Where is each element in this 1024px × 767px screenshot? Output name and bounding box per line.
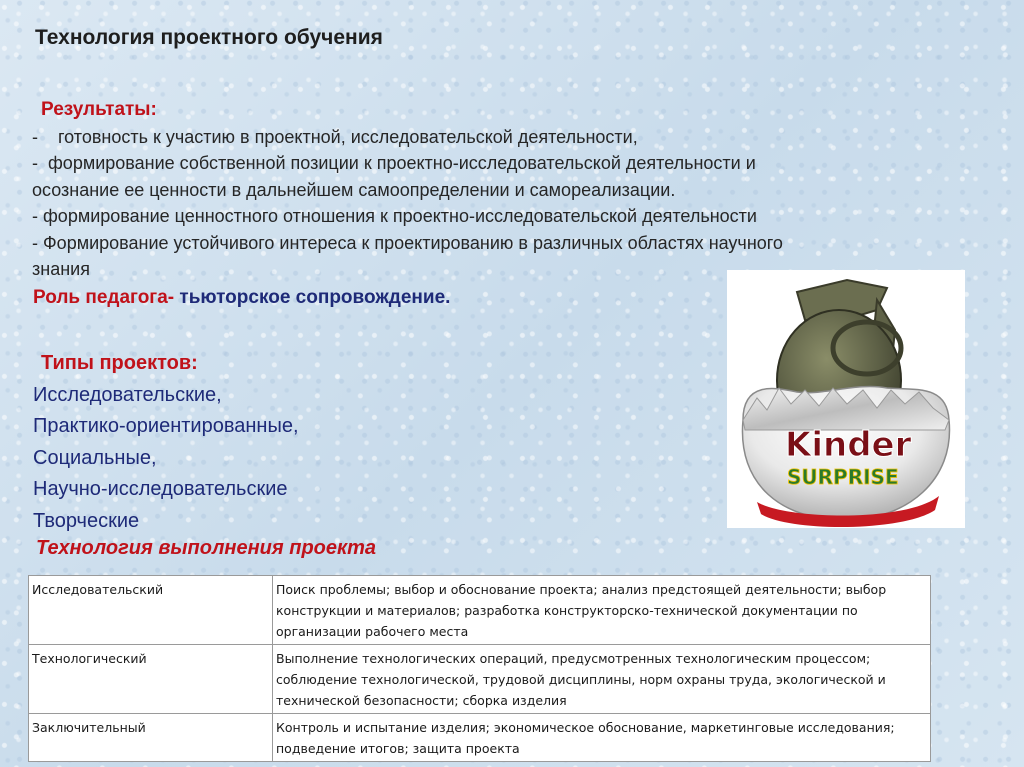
results-line: знания xyxy=(32,259,90,279)
stage-name-cell: Технологический xyxy=(29,645,273,714)
slide-title: Технология проектного обучения xyxy=(35,26,383,49)
stage-description-cell: Выполнение технологических операций, предусмотренных технологическим процессом; соблюдение технологической, трудовой дисциплины, норм охраны труда, экологической и технической безопасности; сборка изделия xyxy=(273,645,931,714)
results-line: - формирование собственной позиции к проектно-исследовательской деятельности и xyxy=(32,153,756,173)
table-row xyxy=(29,714,931,762)
project-types-heading: Типы проектов: xyxy=(41,352,198,374)
results-line: осознание ее ценности в дальнейшем самоопределении и самореализации. xyxy=(32,179,676,200)
table-row xyxy=(29,645,931,714)
kinder-logo-text: Kinder xyxy=(785,425,912,465)
grenade-kinder-egg-image xyxy=(727,270,965,528)
stage-name-cell: Заключительный xyxy=(29,714,273,762)
project-type-item: Научно-исследовательские xyxy=(33,478,288,500)
stage-description-cell: Контроль и испытание изделия; экономическое обоснование, маркетинговые исследования; подведение итогов; защита проекта xyxy=(273,714,931,762)
results-line: - Формирование устойчивого интереса к проектированию в различных областях научного xyxy=(32,232,783,253)
project-type-item: Практико-ориентированные, xyxy=(33,415,299,437)
project-type-item: Социальные, xyxy=(33,446,157,469)
project-stages-table xyxy=(28,575,931,762)
teacher-role-value: тьюторское сопровождение. xyxy=(174,287,451,308)
grenade-illustration xyxy=(727,270,965,528)
execution-heading: Технология выполнения проекта xyxy=(36,537,377,559)
results-line: - готовность к участию в проектной, исследовательской деятельности, xyxy=(32,126,638,147)
project-type-item: Творческие xyxy=(33,509,140,532)
stage-name-cell: Исследовательский xyxy=(29,576,273,645)
project-type-item: Исследовательские, xyxy=(33,383,222,406)
results-section xyxy=(32,97,992,283)
teacher-role-label: Роль педагога- xyxy=(33,287,175,308)
project-types-section xyxy=(33,348,299,537)
teacher-role xyxy=(33,287,450,309)
stage-description-cell: Поиск проблемы; выбор и обоснование проекта; анализ предстоящей деятельности; выбор конструкции и материалов; разработка конструкторско-технической документации по организации рабочего места xyxy=(273,576,931,645)
surprise-logo-text: SURPRISE xyxy=(787,465,899,489)
table-row xyxy=(29,576,931,645)
results-heading: Результаты: xyxy=(41,99,157,120)
results-line: - формирование ценностного отношения к проектно-исследовательской деятельности xyxy=(32,206,757,226)
